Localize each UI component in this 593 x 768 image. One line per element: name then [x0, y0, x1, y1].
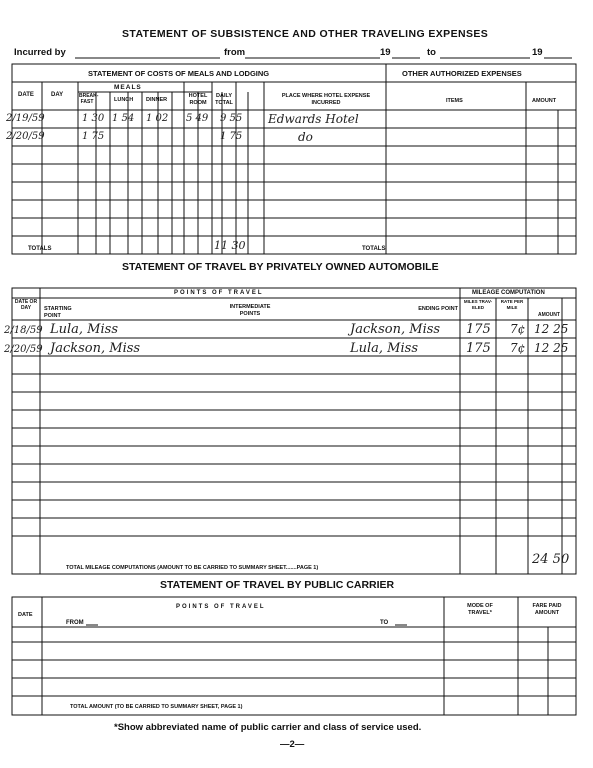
incurred-by-label: Incurred by [14, 47, 66, 58]
to-label: to [427, 47, 436, 58]
total-mileage-value: 24 50 [532, 552, 570, 567]
col-dinner: DINNER [146, 97, 168, 103]
col-mode-of-travel: MODE OF TRAVEL* [467, 603, 493, 616]
meal-row-date: 2/20/59 [6, 131, 45, 142]
auto-row-date: 2/18/59 [4, 325, 43, 336]
col-amount: AMOUNT [532, 98, 557, 104]
total-amount-label: TOTAL AMOUNT (TO BE CARRIED TO SUMMARY SHEET, PAGE 1) [70, 704, 243, 710]
auto-section-title: STATEMENT OF TRAVEL BY PRIVATELY OWNED AUTOMOBILE [122, 261, 439, 273]
from-label: FROM [66, 620, 84, 626]
meal-row-place: do [298, 130, 313, 144]
col-rate-per-mile: RATE PER MILE [500, 299, 524, 310]
meal-row-breakfast: 1 30 [82, 113, 105, 124]
auto-row-rate: 7¢ [510, 322, 526, 336]
form-title: STATEMENT OF SUBSISTENCE AND OTHER TRAVELING EXPENSES [122, 28, 489, 40]
auto-row-amount: 12 25 [534, 322, 569, 336]
col-miles-traveled: MILES TRAV-ELED [463, 299, 493, 310]
meals-total-value: 11 30 [214, 239, 246, 252]
to-label: TO [380, 620, 389, 626]
meal-row-hotel: 5 49 [186, 113, 209, 124]
auto-row-end: Lula, Miss [350, 341, 418, 356]
points-of-travel-header: POINTS OF TRAVEL [176, 604, 266, 610]
year-label-1: 19 [380, 47, 391, 58]
col-lunch: LUNCH [114, 97, 134, 103]
meal-row-dinner: 1 02 [146, 113, 169, 124]
footnote: *Show abbreviated name of public carrier and class of service used. [114, 722, 422, 733]
col-amount: AMOUNT [538, 312, 560, 318]
col-date-or-day: DATE OR DAY [14, 299, 38, 311]
auto-row-miles: 175 [466, 322, 491, 337]
col-place: PLACE WHERE HOTEL EXPENSE INCURRED [281, 93, 371, 106]
meal-row-lunch: 1 54 [112, 113, 135, 124]
auto-row-amount: 12 25 [534, 341, 569, 355]
auto-row-miles: 175 [466, 341, 491, 356]
meal-row-place: Edwards Hotel [268, 112, 359, 126]
auto-row-rate: 7¢ [510, 341, 526, 355]
col-daily: DAILY TOTAL [215, 93, 233, 106]
from-label: from [224, 47, 246, 58]
points-of-travel-header: POINTS OF TRAVEL [174, 290, 264, 296]
meals-section-title: STATEMENT OF COSTS OF MEALS AND LODGING [88, 69, 270, 78]
auto-row-end: Jackson, Miss [350, 322, 441, 337]
auto-row-start: Jackson, Miss [50, 341, 141, 356]
col-day: DAY [51, 92, 64, 98]
meal-row-breakfast: 1 75 [82, 131, 105, 142]
meal-row-daily: 1 75 [220, 131, 243, 142]
meal-row-date: 2/19/59 [6, 113, 45, 124]
year-label-2: 19 [532, 47, 543, 58]
col-breakfast: BREAK-FAST [79, 93, 99, 105]
auto-row-start: Lula, Miss [50, 322, 118, 337]
col-fare-paid: FARE PAID AMOUNT [532, 603, 562, 616]
page-number: —2— [280, 739, 305, 750]
totals-label-left: TOTALS [28, 246, 52, 252]
totals-label-right: TOTALS [362, 246, 386, 252]
col-date: DATE [18, 92, 34, 98]
meal-row-daily: 9 55 [220, 113, 243, 124]
total-mileage-label: TOTAL MILEAGE COMPUTATIONS (AMOUNT TO BE CARRIED TO SUMMARY SHEET.......PAGE 1) [66, 565, 319, 571]
col-ending-point: ENDING POINT [418, 306, 458, 312]
carrier-section-title: STATEMENT OF TRAVEL BY PUBLIC CARRIER [160, 579, 395, 591]
auto-row-date: 2/20/59 [4, 344, 43, 355]
mileage-computation-header: MILEAGE COMPUTATION [472, 290, 545, 296]
col-intermediate-points: INTERMEDIATE POINTS [229, 304, 271, 317]
col-hotel: HOTEL ROOM [188, 93, 208, 106]
meals-group-header: MEALS [114, 84, 142, 91]
col-items: ITEMS [446, 98, 463, 104]
col-date: DATE [18, 612, 33, 618]
col-starting-point: STARTING POINT [44, 306, 72, 319]
other-expenses-title: OTHER AUTHORIZED EXPENSES [402, 69, 522, 78]
